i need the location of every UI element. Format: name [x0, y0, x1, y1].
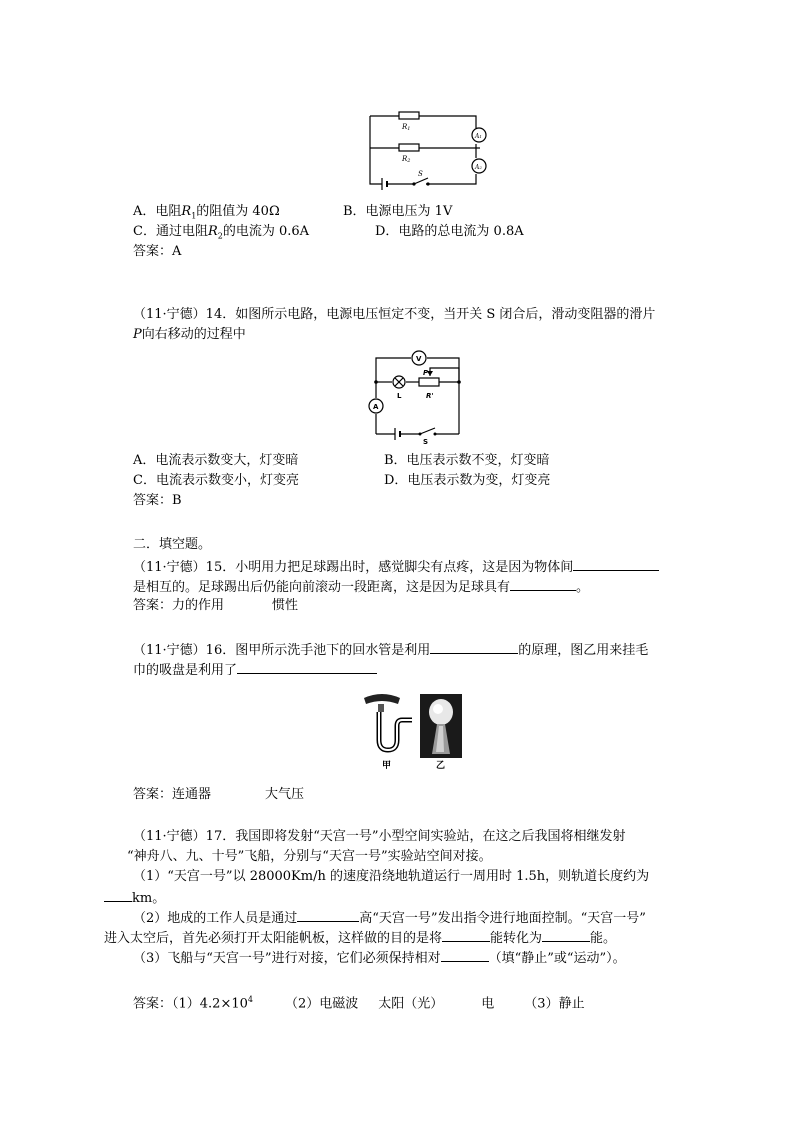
q13-answer: 答案：A: [133, 244, 182, 259]
circuit-figure-q14: [364, 350, 466, 444]
label-a: A: [373, 403, 379, 411]
sink-and-suction-figure: [360, 690, 466, 772]
circuit-figure-q13: [366, 108, 492, 192]
label-a1: A1: [475, 133, 482, 140]
q14-option-c: C．电流表示数变小，灯变亮: [133, 473, 299, 488]
label-l: L: [397, 392, 402, 400]
q17-part1-cont: km。: [104, 889, 165, 907]
q17-blank-2: [297, 909, 359, 922]
q14-stem-line1: （11·宁德）14．如图所示电路，电源电压恒定不变，当开关 S 闭合后，滑动变阻器的滑片: [133, 307, 656, 322]
q17-stem-line2: “神舟八、九、十号”飞船，分别与“天宫一号”实验站空间对接。: [127, 849, 492, 864]
suction-cup-photo: [420, 694, 462, 758]
q17-part1: （1）“天宫一号”以 28000Km/h 的速度沿绕地轨道运行一周用时 1.5h，则轨道长度约为: [133, 869, 650, 884]
label-jia: 甲: [382, 761, 392, 771]
label-s: S: [423, 438, 429, 444]
q13-option-b: B．电源电压为 1V: [343, 204, 453, 219]
q15-stem-line2: 是相互的。足球踢出后仍能向前滚动一段距离，这是因为足球具有 。: [133, 580, 590, 595]
label-r1: R1: [402, 123, 411, 132]
q17-part2-line2: 进入太空后，首先必须打开太阳能帆板，这样做的目的是将 能转化为 能。: [104, 931, 617, 946]
q17-part2-line1: （2）地成的工作人员是通过 高“天宫一号”发出指令进行地面控制。“天宫一号”: [133, 911, 646, 926]
q17-stem-line1: （11·宁德）17．我国即将发射“天宫一号”小型空间实验站，在这之后我国将相继发射: [133, 829, 626, 844]
q15-blank-2: [510, 578, 576, 591]
q17-blank-1: [104, 889, 132, 902]
q13-option-c: C．通过电阻$R_2$的电流为 0.6A: [133, 224, 310, 241]
q14-option-b: B．电压表示数不变，灯变暗: [384, 453, 550, 468]
section-title-fill-in: 二．填空题。: [133, 537, 212, 552]
q13-option-a: A．电阻$R_1$的阻值为 40Ω: [133, 204, 280, 221]
q13-option-d: D．电路的总电流为 0.8A: [375, 224, 524, 239]
q16-stem-line1: （11·宁德）16．图甲所示洗手池下的回水管是利用 的原理，图乙用来挂毛: [133, 643, 649, 658]
q17-answer: 答案：$(1)4.2\times 10^4$ （2）电磁波 太阳（光） 电 （3）静止: [133, 995, 585, 1012]
q14-option-d: D．电压表示数为变，灯变亮: [384, 473, 551, 488]
sink-drain-trap: [364, 694, 412, 750]
label-r-prime: R': [426, 392, 434, 400]
q17-blank-3: [442, 929, 490, 942]
q14-answer: 答案：B: [133, 493, 182, 508]
q16-stem-line2: 巾的吸盘是利用了: [133, 661, 377, 679]
q16-blank-2: [237, 661, 377, 674]
q17-blank-5: [441, 949, 489, 962]
label-v: V: [416, 355, 422, 363]
label-r2: R2: [402, 155, 411, 164]
label-p: P: [423, 369, 429, 377]
q15-stem-line1: （11·宁德）15．小明用力把足球踢出时，感觉脚尖有点疼，这是因为物体间: [133, 558, 659, 576]
label-s: S: [418, 170, 423, 178]
q14-stem-line2: P向右移动的过程中: [133, 327, 246, 342]
label-yi: 乙: [436, 761, 446, 771]
q15-answer: 答案：力的作用 惯性: [133, 598, 299, 613]
label-a2: A2: [475, 164, 482, 171]
q14-option-a: A．电流表示数变大，灯变暗: [133, 453, 299, 468]
q17-part3: （3）飞船与“天宫一号”进行对接，它们必须保持相对 （填“静止”或“运动”）。: [133, 951, 626, 966]
q16-answer: 答案：连通器 大气压: [133, 787, 305, 802]
q16-blank-1: [430, 641, 518, 654]
q17-blank-4: [542, 929, 590, 942]
q15-blank-1: [573, 558, 659, 571]
